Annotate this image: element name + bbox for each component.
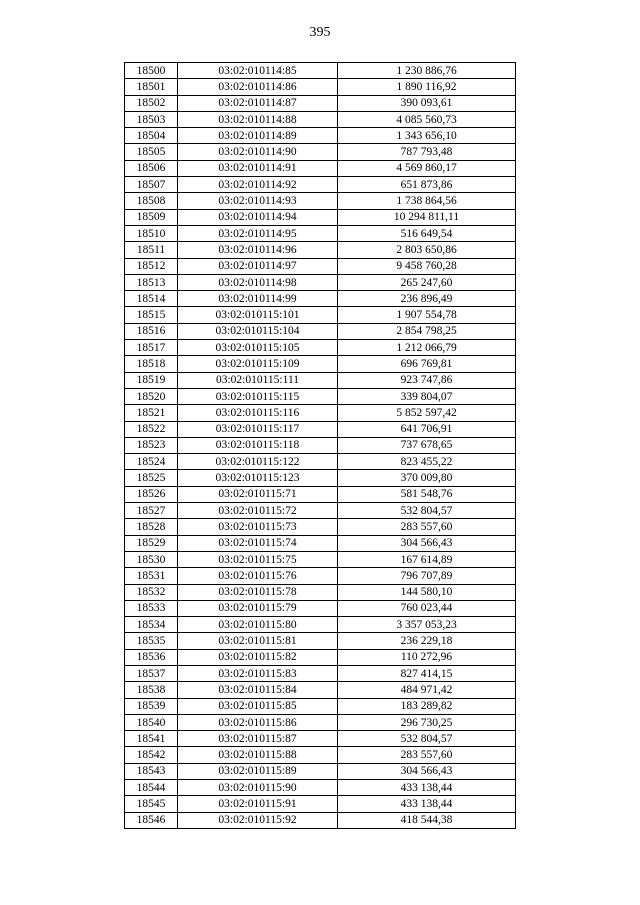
cadastral-value-cell: 787 793,48	[338, 144, 516, 160]
row-number-cell: 18516	[125, 323, 178, 339]
cadastral-value-cell: 265 247,60	[338, 274, 516, 290]
cadastral-number-cell: 03:02:010115:82	[178, 649, 338, 665]
cadastral-number-cell: 03:02:010114:89	[178, 128, 338, 144]
cadastral-value-cell: 1 230 886,76	[338, 63, 516, 79]
row-number-cell: 18532	[125, 584, 178, 600]
table-row	[125, 584, 516, 600]
row-number-cell: 18529	[125, 535, 178, 551]
row-number-cell: 18527	[125, 503, 178, 519]
cadastral-number-cell: 03:02:010114:88	[178, 111, 338, 127]
cadastral-value-cell: 1 343 656,10	[338, 128, 516, 144]
row-number-cell: 18517	[125, 340, 178, 356]
row-number-cell: 18534	[125, 617, 178, 633]
row-number-cell: 18540	[125, 714, 178, 730]
cadastral-value-cell: 1 212 066,79	[338, 340, 516, 356]
cadastral-number-cell: 03:02:010114:95	[178, 225, 338, 241]
cadastral-value-cell: 283 557,60	[338, 519, 516, 535]
cadastral-value-cell: 484 971,42	[338, 682, 516, 698]
cadastral-value-cell: 641 706,91	[338, 421, 516, 437]
row-number-cell: 18515	[125, 307, 178, 323]
cadastral-number-cell: 03:02:010115:92	[178, 812, 338, 828]
cadastral-number-cell: 03:02:010115:109	[178, 356, 338, 372]
cadastral-number-cell: 03:02:010115:123	[178, 470, 338, 486]
cadastral-number-cell: 03:02:010115:80	[178, 617, 338, 633]
cadastral-value-cell: 2 803 650,86	[338, 242, 516, 258]
cadastral-number-cell: 03:02:010114:87	[178, 95, 338, 111]
table-row	[125, 503, 516, 519]
cadastral-value-cell: 433 138,44	[338, 780, 516, 796]
cadastral-value-cell: 760 023,44	[338, 600, 516, 616]
cadastral-number-cell: 03:02:010114:97	[178, 258, 338, 274]
row-number-cell: 18514	[125, 291, 178, 307]
table-row	[125, 258, 516, 274]
cadastral-value-cell: 418 544,38	[338, 812, 516, 828]
cadastral-number-cell: 03:02:010114:98	[178, 274, 338, 290]
page-number: 395	[309, 25, 331, 40]
cadastral-value-cell: 532 804,57	[338, 731, 516, 747]
cadastral-number-cell: 03:02:010114:96	[178, 242, 338, 258]
cadastral-number-cell: 03:02:010115:122	[178, 454, 338, 470]
cadastral-number-cell: 03:02:010115:117	[178, 421, 338, 437]
cadastral-number-cell: 03:02:010115:111	[178, 372, 338, 388]
row-number-cell: 18518	[125, 356, 178, 372]
table-row	[125, 617, 516, 633]
cadastral-value-cell: 110 272,96	[338, 649, 516, 665]
row-number-cell: 18506	[125, 160, 178, 176]
row-number-cell: 18503	[125, 111, 178, 127]
cadastral-number-cell: 03:02:010115:118	[178, 437, 338, 453]
row-number-cell: 18536	[125, 649, 178, 665]
table-row	[125, 95, 516, 111]
row-number-cell: 18502	[125, 95, 178, 111]
cadastral-value-cell: 1 907 554,78	[338, 307, 516, 323]
table-row	[125, 209, 516, 225]
row-number-cell: 18519	[125, 372, 178, 388]
cadastral-number-cell: 03:02:010115:79	[178, 600, 338, 616]
row-number-cell: 18526	[125, 486, 178, 502]
table-row	[125, 274, 516, 290]
row-number-cell: 18541	[125, 731, 178, 747]
table-row	[125, 486, 516, 502]
row-number-cell: 18520	[125, 388, 178, 404]
table-row	[125, 551, 516, 567]
table-row	[125, 356, 516, 372]
row-number-cell: 18544	[125, 780, 178, 796]
table-row	[125, 519, 516, 535]
cadastral-number-cell: 03:02:010115:75	[178, 551, 338, 567]
table-row	[125, 747, 516, 763]
row-number-cell: 18513	[125, 274, 178, 290]
cadastral-number-cell: 03:02:010114:92	[178, 177, 338, 193]
row-number-cell: 18523	[125, 437, 178, 453]
row-number-cell: 18510	[125, 225, 178, 241]
table-row	[125, 535, 516, 551]
cadastral-value-cell: 304 566,43	[338, 535, 516, 551]
cadastral-value-cell: 304 566,43	[338, 763, 516, 779]
table-row	[125, 600, 516, 616]
cadastral-number-cell: 03:02:010115:101	[178, 307, 338, 323]
row-number-cell: 18535	[125, 633, 178, 649]
cadastral-number-cell: 03:02:010115:83	[178, 665, 338, 681]
cadastral-value-cell: 696 769,81	[338, 356, 516, 372]
cadastral-number-cell: 03:02:010114:86	[178, 79, 338, 95]
table-row	[125, 682, 516, 698]
cadastral-number-cell: 03:02:010115:116	[178, 405, 338, 421]
cadastral-value-cell: 737 678,65	[338, 437, 516, 453]
cadastral-number-cell: 03:02:010115:88	[178, 747, 338, 763]
cadastral-number-cell: 03:02:010115:72	[178, 503, 338, 519]
table-row	[125, 454, 516, 470]
table-row	[125, 633, 516, 649]
cadastral-value-cell: 283 557,60	[338, 747, 516, 763]
table-row	[125, 128, 516, 144]
cadastral-number-cell: 03:02:010115:76	[178, 568, 338, 584]
table-row	[125, 307, 516, 323]
cadastral-value-cell: 823 455,22	[338, 454, 516, 470]
table-row	[125, 405, 516, 421]
cadastral-number-cell: 03:02:010115:91	[178, 796, 338, 812]
table-row	[125, 193, 516, 209]
row-number-cell: 18521	[125, 405, 178, 421]
cadastral-value-cell: 581 548,76	[338, 486, 516, 502]
table-row	[125, 144, 516, 160]
cadastral-value-cell: 4 569 860,17	[338, 160, 516, 176]
table-row	[125, 242, 516, 258]
cadastral-number-cell: 03:02:010115:85	[178, 698, 338, 714]
cadastral-number-cell: 03:02:010115:87	[178, 731, 338, 747]
row-number-cell: 18500	[125, 63, 178, 79]
cadastral-number-cell: 03:02:010115:73	[178, 519, 338, 535]
cadastral-number-cell: 03:02:010115:81	[178, 633, 338, 649]
cadastral-value-cell: 532 804,57	[338, 503, 516, 519]
cadastral-number-cell: 03:02:010115:84	[178, 682, 338, 698]
table-row	[125, 323, 516, 339]
table-row	[125, 665, 516, 681]
table-row	[125, 470, 516, 486]
table-row	[125, 372, 516, 388]
row-number-cell: 18524	[125, 454, 178, 470]
cadastral-value-cell: 3 357 053,23	[338, 617, 516, 633]
cadastral-number-cell: 03:02:010114:94	[178, 209, 338, 225]
row-number-cell: 18546	[125, 812, 178, 828]
table-row	[125, 649, 516, 665]
row-number-cell: 18512	[125, 258, 178, 274]
cadastral-value-cell: 5 852 597,42	[338, 405, 516, 421]
table-row	[125, 568, 516, 584]
table-row	[125, 421, 516, 437]
row-number-cell: 18530	[125, 551, 178, 567]
cadastral-number-cell: 03:02:010115:74	[178, 535, 338, 551]
table-row	[125, 763, 516, 779]
row-number-cell: 18533	[125, 600, 178, 616]
row-number-cell: 18505	[125, 144, 178, 160]
row-number-cell: 18538	[125, 682, 178, 698]
cadastral-value-cell: 4 085 560,73	[338, 111, 516, 127]
cadastral-number-cell: 03:02:010115:78	[178, 584, 338, 600]
table-row	[125, 388, 516, 404]
cadastral-value-cell: 516 649,54	[338, 225, 516, 241]
cadastral-number-cell: 03:02:010115:90	[178, 780, 338, 796]
row-number-cell: 18511	[125, 242, 178, 258]
row-number-cell: 18537	[125, 665, 178, 681]
row-number-cell: 18504	[125, 128, 178, 144]
cadastral-value-cell: 1 890 116,92	[338, 79, 516, 95]
row-number-cell: 18507	[125, 177, 178, 193]
row-number-cell: 18545	[125, 796, 178, 812]
row-number-cell: 18542	[125, 747, 178, 763]
cadastral-number-cell: 03:02:010114:91	[178, 160, 338, 176]
row-number-cell: 18531	[125, 568, 178, 584]
table-row	[125, 111, 516, 127]
cadastral-value-cell: 236 229,18	[338, 633, 516, 649]
cadastral-value-cell: 433 138,44	[338, 796, 516, 812]
cadastral-value-cell: 236 896,49	[338, 291, 516, 307]
cadastral-value-cell: 2 854 798,25	[338, 323, 516, 339]
cadastral-value-cell: 1 738 864,56	[338, 193, 516, 209]
table-row	[125, 812, 516, 828]
cadastral-value-cell: 390 093,61	[338, 95, 516, 111]
cadastral-value-cell: 9 458 760,28	[338, 258, 516, 274]
cadastral-value-cell: 651 873,86	[338, 177, 516, 193]
table-row	[125, 780, 516, 796]
cadastral-value-table	[124, 62, 516, 829]
cadastral-value-cell: 183 289,82	[338, 698, 516, 714]
table-row	[125, 177, 516, 193]
table-row	[125, 225, 516, 241]
table-row	[125, 291, 516, 307]
table-row	[125, 731, 516, 747]
cadastral-value-cell: 796 707,89	[338, 568, 516, 584]
table-row	[125, 437, 516, 453]
cadastral-number-cell: 03:02:010115:105	[178, 340, 338, 356]
row-number-cell: 18501	[125, 79, 178, 95]
table-row	[125, 796, 516, 812]
cadastral-number-cell: 03:02:010115:86	[178, 714, 338, 730]
row-number-cell: 18525	[125, 470, 178, 486]
cadastral-value-cell: 923 747,86	[338, 372, 516, 388]
row-number-cell: 18522	[125, 421, 178, 437]
cadastral-value-cell: 296 730,25	[338, 714, 516, 730]
cadastral-number-cell: 03:02:010114:93	[178, 193, 338, 209]
row-number-cell: 18528	[125, 519, 178, 535]
cadastral-value-cell: 339 804,07	[338, 388, 516, 404]
table-row	[125, 714, 516, 730]
table-row	[125, 79, 516, 95]
cadastral-number-cell: 03:02:010115:104	[178, 323, 338, 339]
table-row	[125, 698, 516, 714]
table-row	[125, 340, 516, 356]
table-row	[125, 160, 516, 176]
cadastral-number-cell: 03:02:010115:71	[178, 486, 338, 502]
row-number-cell: 18509	[125, 209, 178, 225]
cadastral-value-cell: 167 614,89	[338, 551, 516, 567]
cadastral-value-cell: 10 294 811,11	[338, 209, 516, 225]
cadastral-value-cell: 370 009,80	[338, 470, 516, 486]
cadastral-value-cell: 144 580,10	[338, 584, 516, 600]
row-number-cell: 18508	[125, 193, 178, 209]
row-number-cell: 18543	[125, 763, 178, 779]
table-body	[125, 63, 516, 829]
cadastral-number-cell: 03:02:010115:115	[178, 388, 338, 404]
cadastral-number-cell: 03:02:010114:85	[178, 63, 338, 79]
cadastral-number-cell: 03:02:010114:99	[178, 291, 338, 307]
cadastral-value-cell: 827 414,15	[338, 665, 516, 681]
cadastral-number-cell: 03:02:010115:89	[178, 763, 338, 779]
cadastral-number-cell: 03:02:010114:90	[178, 144, 338, 160]
row-number-cell: 18539	[125, 698, 178, 714]
table-row	[125, 63, 516, 79]
